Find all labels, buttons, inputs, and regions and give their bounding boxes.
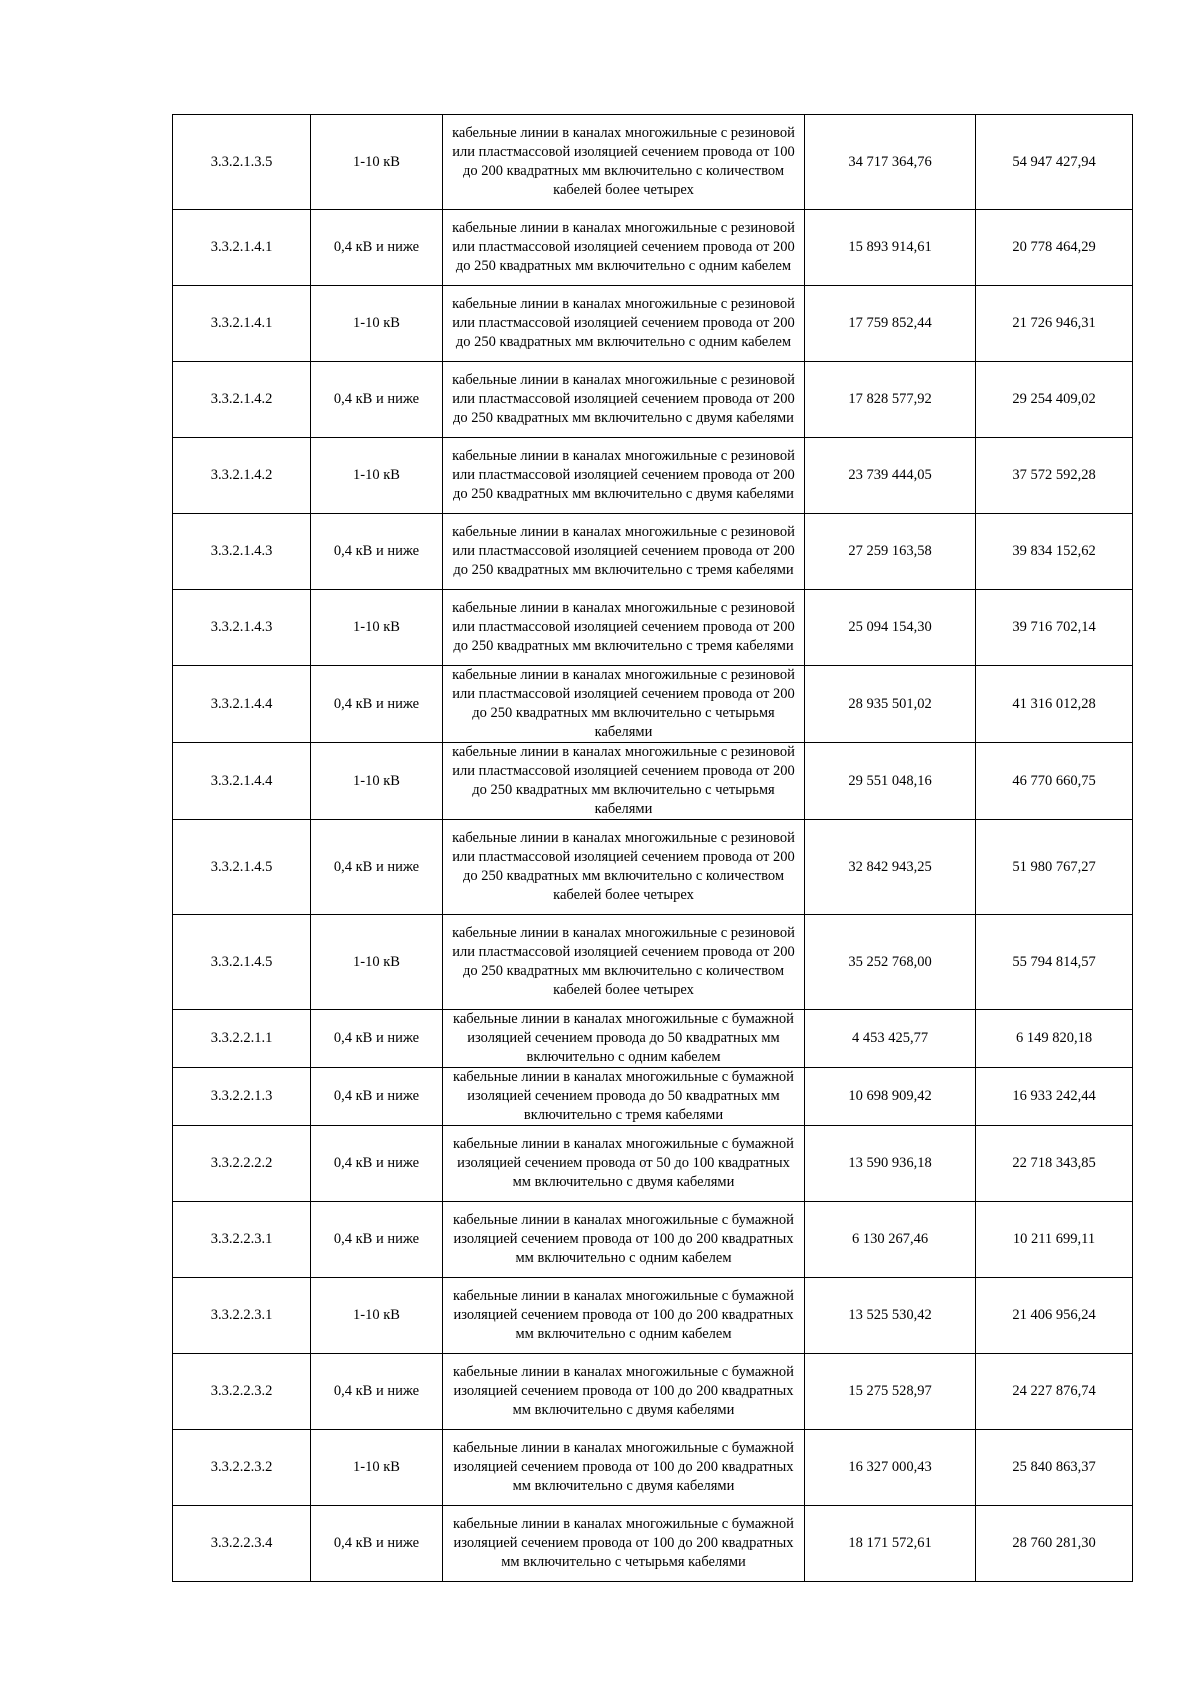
row-voltage: 0,4 кВ и ниже (311, 1010, 443, 1068)
row-value-1: 10 698 909,42 (805, 1068, 976, 1126)
row-value-1: 6 130 267,46 (805, 1202, 976, 1278)
row-description: кабельные линии в каналах многожильные с бумажной изоляцией сечением провода до 50 квадратных мм включительно с одним кабелем (443, 1010, 805, 1068)
row-value-1: 17 828 577,92 (805, 362, 976, 438)
row-value-2: 20 778 464,29 (976, 210, 1133, 286)
row-description: кабельные линии в каналах многожильные с резиновой или пластмассовой изоляцией сечением провода от 200 до 250 квадратных мм включительно с двумя кабелями (443, 362, 805, 438)
row-code: 3.3.2.1.4.4 (173, 666, 311, 743)
table-row (173, 286, 1133, 362)
row-value-1: 4 453 425,77 (805, 1010, 976, 1068)
row-code: 3.3.2.1.4.5 (173, 820, 311, 915)
row-description: кабельные линии в каналах многожильные с бумажной изоляцией сечением провода от 100 до 200 квадратных мм включительно с одним кабелем (443, 1278, 805, 1354)
row-code: 3.3.2.2.3.1 (173, 1278, 311, 1354)
row-voltage: 1-10 кВ (311, 1430, 443, 1506)
row-voltage: 1-10 кВ (311, 438, 443, 514)
table-row (173, 1202, 1133, 1278)
table-row (173, 362, 1133, 438)
table-row (173, 1506, 1133, 1582)
row-description: кабельные линии в каналах многожильные с резиновой или пластмассовой изоляцией сечением провода от 100 до 200 квадратных мм включительно с количеством кабелей более четырех (443, 115, 805, 210)
row-value-2: 55 794 814,57 (976, 915, 1133, 1010)
row-value-1: 13 525 530,42 (805, 1278, 976, 1354)
row-code: 3.3.2.2.3.4 (173, 1506, 311, 1582)
row-voltage: 0,4 кВ и ниже (311, 1068, 443, 1126)
row-description: кабельные линии в каналах многожильные с бумажной изоляцией сечением провода от 100 до 200 квадратных мм включительно с двумя кабелями (443, 1354, 805, 1430)
row-value-2: 6 149 820,18 (976, 1010, 1133, 1068)
row-voltage: 1-10 кВ (311, 743, 443, 820)
row-value-2: 41 316 012,28 (976, 666, 1133, 743)
row-code: 3.3.2.2.1.3 (173, 1068, 311, 1126)
row-value-2: 46 770 660,75 (976, 743, 1133, 820)
row-code: 3.3.2.2.3.2 (173, 1354, 311, 1430)
row-value-2: 24 227 876,74 (976, 1354, 1133, 1430)
row-code: 3.3.2.2.3.1 (173, 1202, 311, 1278)
row-value-2: 29 254 409,02 (976, 362, 1133, 438)
row-value-2: 39 834 152,62 (976, 514, 1133, 590)
table-row (173, 743, 1133, 820)
row-value-1: 15 893 914,61 (805, 210, 976, 286)
table-row (173, 438, 1133, 514)
row-value-2: 21 726 946,31 (976, 286, 1133, 362)
row-description: кабельные линии в каналах многожильные с резиновой или пластмассовой изоляцией сечением провода от 200 до 250 квадратных мм включительно с одним кабелем (443, 286, 805, 362)
table-row (173, 514, 1133, 590)
row-description: кабельные линии в каналах многожильные с резиновой или пластмассовой изоляцией сечением провода от 200 до 250 квадратных мм включительно с двумя кабелями (443, 438, 805, 514)
row-voltage: 0,4 кВ и ниже (311, 210, 443, 286)
row-code: 3.3.2.1.4.4 (173, 743, 311, 820)
row-value-1: 35 252 768,00 (805, 915, 976, 1010)
table-row (173, 1010, 1133, 1068)
row-description: кабельные линии в каналах многожильные с бумажной изоляцией сечением провода от 50 до 100 квадратных мм включительно с двумя кабелями (443, 1126, 805, 1202)
row-value-1: 34 717 364,76 (805, 115, 976, 210)
row-value-1: 27 259 163,58 (805, 514, 976, 590)
row-code: 3.3.2.2.3.2 (173, 1430, 311, 1506)
row-value-1: 32 842 943,25 (805, 820, 976, 915)
row-code: 3.3.2.1.4.3 (173, 590, 311, 666)
row-voltage: 1-10 кВ (311, 915, 443, 1010)
row-value-1: 13 590 936,18 (805, 1126, 976, 1202)
table-row (173, 1068, 1133, 1126)
row-value-2: 54 947 427,94 (976, 115, 1133, 210)
row-code: 3.3.2.1.4.5 (173, 915, 311, 1010)
row-value-2: 21 406 956,24 (976, 1278, 1133, 1354)
table-row (173, 1430, 1133, 1506)
table-row (173, 820, 1133, 915)
row-code: 3.3.2.1.3.5 (173, 115, 311, 210)
table-row (173, 1126, 1133, 1202)
row-description: кабельные линии в каналах многожильные с резиновой или пластмассовой изоляцией сечением провода от 200 до 250 квадратных мм включительно с тремя кабелями (443, 514, 805, 590)
row-voltage: 0,4 кВ и ниже (311, 1126, 443, 1202)
tariff-table (172, 114, 1133, 1582)
row-voltage: 0,4 кВ и ниже (311, 362, 443, 438)
row-value-2: 10 211 699,11 (976, 1202, 1133, 1278)
row-voltage: 0,4 кВ и ниже (311, 1202, 443, 1278)
row-value-2: 37 572 592,28 (976, 438, 1133, 514)
row-value-2: 22 718 343,85 (976, 1126, 1133, 1202)
row-value-2: 39 716 702,14 (976, 590, 1133, 666)
row-code: 3.3.2.2.1.1 (173, 1010, 311, 1068)
table-row (173, 115, 1133, 210)
table-row (173, 915, 1133, 1010)
row-voltage: 1-10 кВ (311, 286, 443, 362)
row-voltage: 0,4 кВ и ниже (311, 820, 443, 915)
table-row (173, 1354, 1133, 1430)
row-description: кабельные линии в каналах многожильные с бумажной изоляцией сечением провода от 100 до 200 квадратных мм включительно с одним кабелем (443, 1202, 805, 1278)
row-code: 3.3.2.1.4.2 (173, 438, 311, 514)
row-voltage: 0,4 кВ и ниже (311, 1354, 443, 1430)
row-description: кабельные линии в каналах многожильные с резиновой или пластмассовой изоляцией сечением провода от 200 до 250 квадратных мм включительно с тремя кабелями (443, 590, 805, 666)
row-value-1: 18 171 572,61 (805, 1506, 976, 1582)
row-description: кабельные линии в каналах многожильные с бумажной изоляцией сечением провода от 100 до 200 квадратных мм включительно с двумя кабелями (443, 1430, 805, 1506)
row-value-1: 28 935 501,02 (805, 666, 976, 743)
row-voltage: 0,4 кВ и ниже (311, 514, 443, 590)
row-value-1: 17 759 852,44 (805, 286, 976, 362)
row-code: 3.3.2.2.2.2 (173, 1126, 311, 1202)
row-description: кабельные линии в каналах многожильные с резиновой или пластмассовой изоляцией сечением провода от 200 до 250 квадратных мм включительно с одним кабелем (443, 210, 805, 286)
row-description: кабельные линии в каналах многожильные с бумажной изоляцией сечением провода от 100 до 200 квадратных мм включительно с четырьмя кабелями (443, 1506, 805, 1582)
row-voltage: 0,4 кВ и ниже (311, 666, 443, 743)
row-value-2: 28 760 281,30 (976, 1506, 1133, 1582)
row-voltage: 1-10 кВ (311, 115, 443, 210)
row-voltage: 1-10 кВ (311, 590, 443, 666)
row-value-1: 23 739 444,05 (805, 438, 976, 514)
row-code: 3.3.2.1.4.1 (173, 210, 311, 286)
row-code: 3.3.2.1.4.3 (173, 514, 311, 590)
table-row (173, 210, 1133, 286)
table-body (173, 115, 1133, 1582)
row-value-2: 25 840 863,37 (976, 1430, 1133, 1506)
row-voltage: 1-10 кВ (311, 1278, 443, 1354)
row-description: кабельные линии в каналах многожильные с бумажной изоляцией сечением провода до 50 квадратных мм включительно с тремя кабелями (443, 1068, 805, 1126)
row-description: кабельные линии в каналах многожильные с резиновой или пластмассовой изоляцией сечением провода от 200 до 250 квадратных мм включительно с количеством кабелей более четырех (443, 915, 805, 1010)
row-description: кабельные линии в каналах многожильные с резиновой или пластмассовой изоляцией сечением провода от 200 до 250 квадратных мм включительно с количеством кабелей более четырех (443, 820, 805, 915)
row-value-1: 15 275 528,97 (805, 1354, 976, 1430)
row-value-1: 16 327 000,43 (805, 1430, 976, 1506)
row-description: кабельные линии в каналах многожильные с резиновой или пластмассовой изоляцией сечением провода от 200 до 250 квадратных мм включительно с четырьмя кабелями (443, 743, 805, 820)
row-description: кабельные линии в каналах многожильные с резиновой или пластмассовой изоляцией сечением провода от 200 до 250 квадратных мм включительно с четырьмя кабелями (443, 666, 805, 743)
row-code: 3.3.2.1.4.1 (173, 286, 311, 362)
row-value-1: 25 094 154,30 (805, 590, 976, 666)
row-value-2: 51 980 767,27 (976, 820, 1133, 915)
row-code: 3.3.2.1.4.2 (173, 362, 311, 438)
table-row (173, 1278, 1133, 1354)
table-row (173, 666, 1133, 743)
table-row (173, 590, 1133, 666)
row-voltage: 0,4 кВ и ниже (311, 1506, 443, 1582)
row-value-1: 29 551 048,16 (805, 743, 976, 820)
row-value-2: 16 933 242,44 (976, 1068, 1133, 1126)
